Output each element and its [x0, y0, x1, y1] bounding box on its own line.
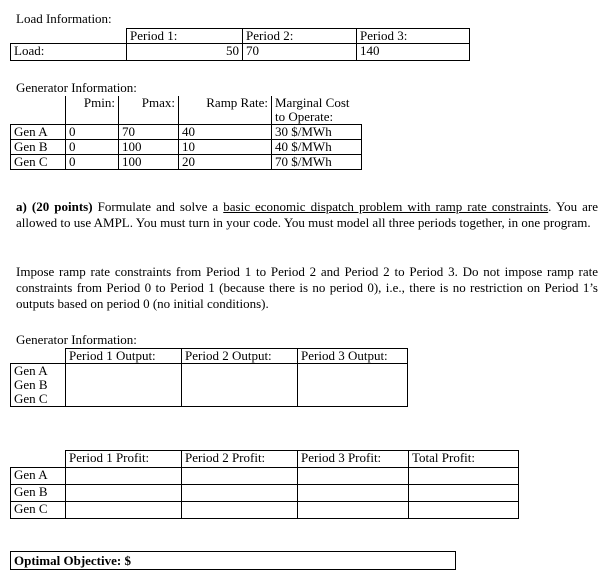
generator-header-pmin: Pmin: [66, 96, 119, 125]
profit-cell[interactable] [409, 484, 519, 501]
output-row-gen-b [11, 378, 408, 392]
generator-cost: 30 $/MWh [272, 125, 362, 140]
load-info-title: Load Information: [16, 11, 112, 26]
objective-label-cell[interactable] [11, 552, 456, 570]
profit-cell[interactable] [298, 484, 409, 501]
output-gen-name: Gen B [11, 378, 66, 392]
generator-pmin: 0 [66, 155, 119, 170]
profit-cell[interactable] [182, 484, 298, 501]
profit-row-gen-a [11, 467, 519, 484]
profit-row-gen-b [11, 484, 519, 501]
generator-header-cost [272, 96, 362, 125]
question-paragraph-1 [16, 199, 598, 231]
output-header-period-3: Period 3 Output: [298, 349, 408, 364]
output-header-empty [11, 349, 66, 364]
output-cell[interactable] [182, 364, 298, 379]
output-cell[interactable] [298, 364, 408, 379]
profit-header-row [11, 451, 519, 468]
profit-header-period-2: Period 2 Profit: [182, 451, 298, 468]
profit-header-period-3: Period 3 Profit: [298, 451, 409, 468]
output-row-gen-a [11, 364, 408, 379]
generator-pmin: 0 [66, 140, 119, 155]
output-cell[interactable] [66, 364, 182, 379]
load-header-period-3: Period 3: [357, 29, 470, 44]
profit-cell[interactable] [66, 501, 182, 518]
output-cell[interactable] [182, 392, 298, 407]
profit-gen-name: Gen B [11, 484, 66, 501]
load-value-period-1: 50 [127, 44, 243, 61]
generator-cost: 40 $/MWh [272, 140, 362, 155]
generator-cost: 70 $/MWh [272, 155, 362, 170]
profit-cell[interactable] [298, 467, 409, 484]
load-header-period-1: Period 1: [127, 29, 243, 44]
objective-row [11, 552, 456, 570]
output-cell[interactable] [298, 392, 408, 407]
output-cell[interactable] [298, 378, 408, 392]
generator-row-gen-c [11, 155, 362, 170]
generator-table [10, 96, 362, 170]
generator-row-gen-a [11, 125, 362, 140]
profit-gen-name: Gen C [11, 501, 66, 518]
generator-header-cost-line1: Marginal Cost [275, 96, 350, 110]
generator-pmax: 100 [119, 155, 179, 170]
generator-ramp: 20 [179, 155, 272, 170]
generator-pmax: 100 [119, 140, 179, 155]
output-row-gen-c [11, 392, 408, 407]
question-paragraph-2: Impose ramp rate constraints from Period 1 to Period 2 and Period 2 to Period 3. Do not impose ramp rate constraints from Period 0 to Period 1 (because there is no period 0), i.e., there is no restriction on Period 1’s outputs based on period 0 (no initial conditions). [16, 264, 598, 311]
profit-gen-name: Gen A [11, 467, 66, 484]
output-header-row [11, 349, 408, 364]
profit-header-period-1: Period 1 Profit: [66, 451, 182, 468]
generator-ramp: 10 [179, 140, 272, 155]
generator-row-gen-b [11, 140, 362, 155]
generator-header-empty [11, 96, 66, 125]
generator-header-ramp: Ramp Rate: [179, 96, 272, 125]
generator-pmax: 70 [119, 125, 179, 140]
output-gen-name: Gen A [11, 364, 66, 379]
generator-name: Gen B [11, 140, 66, 155]
output-table [10, 348, 408, 407]
generator-header-row [11, 96, 362, 125]
generator-name: Gen C [11, 155, 66, 170]
profit-cell[interactable] [66, 484, 182, 501]
load-value-period-2: 70 [243, 44, 357, 61]
question-underlined: basic economic dispatch problem with ramp rate constraints [223, 199, 549, 214]
profit-table [10, 450, 519, 519]
load-row [11, 44, 470, 61]
question-text-after: . You are allowed to use AMPL. You must turn in your code. You must model all three periods together, in one program. [16, 199, 598, 230]
profit-cell[interactable] [182, 467, 298, 484]
generator-header-cost-line2: to Operate: [275, 109, 334, 124]
profit-cell[interactable] [182, 501, 298, 518]
profit-cell[interactable] [66, 467, 182, 484]
load-header-empty [11, 29, 127, 44]
output-header-period-1: Period 1 Output: [66, 349, 182, 364]
question-text-before: Formulate and solve a [92, 199, 224, 214]
generator-name: Gen A [11, 125, 66, 140]
load-value-period-3: 140 [357, 44, 470, 61]
output-cell[interactable] [182, 378, 298, 392]
generator-header-pmax: Pmax: [119, 96, 179, 125]
output-cell[interactable] [66, 378, 182, 392]
profit-header-empty [11, 451, 66, 468]
output-gen-name: Gen C [11, 392, 66, 407]
objective-table [10, 551, 456, 570]
generator-pmin: 0 [66, 125, 119, 140]
question-label: a) (20 points) [16, 199, 93, 214]
profit-row-gen-c [11, 501, 519, 518]
load-header-period-2: Period 2: [243, 29, 357, 44]
profit-header-total: Total Profit: [409, 451, 519, 468]
generator-info-title: Generator Information: [16, 80, 137, 95]
profit-cell[interactable] [298, 501, 409, 518]
load-table [10, 28, 470, 61]
load-row-label: Load: [11, 44, 127, 61]
load-header-row [11, 29, 470, 44]
objective-label: Optimal Objective: $ [14, 553, 131, 568]
output-cell[interactable] [66, 392, 182, 407]
output-info-title: Generator Information: [16, 332, 137, 347]
profit-cell[interactable] [409, 501, 519, 518]
profit-cell[interactable] [409, 467, 519, 484]
output-header-period-2: Period 2 Output: [182, 349, 298, 364]
generator-ramp: 40 [179, 125, 272, 140]
